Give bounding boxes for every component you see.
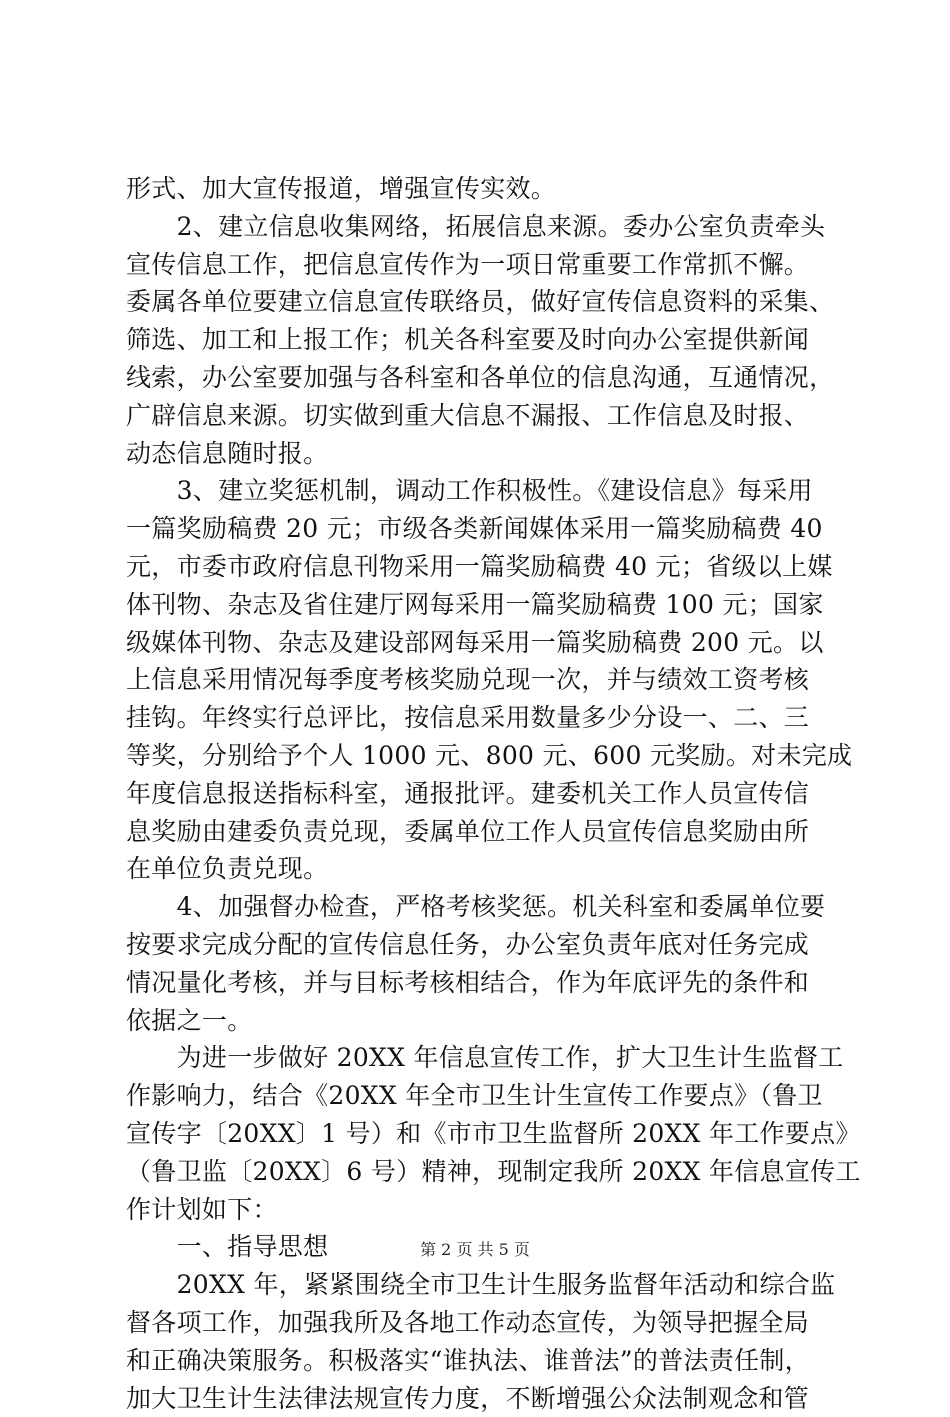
text-line: 一篇奖励稿费 20 元；市级各类新闻媒体采用一篇奖励稿费 40 [126, 510, 832, 548]
text-line: （鲁卫监〔20XX〕6 号）精神，现制定我所 20XX 年信息宣传工 [126, 1153, 832, 1191]
text-line: 2、建立信息收集网络，拓展信息来源。委办公室负责牵头 [126, 208, 832, 246]
text-line: 按要求完成分配的宣传信息任务，办公室负责年底对任务完成 [126, 926, 832, 964]
text-line: 广辟信息来源。切实做到重大信息不漏报、工作信息及时报、 [126, 397, 832, 435]
text-line: 作影响力，结合《20XX 年全市卫生计生宣传工作要点》（鲁卫 [126, 1077, 832, 1115]
text-line: 委属各单位要建立信息宣传联络员，做好宣传信息资料的采集、 [126, 283, 832, 321]
text-line: 20XX 年，紧紧围绕全市卫生计生服务监督年活动和综合监 [126, 1266, 832, 1304]
text-line: 筛选、加工和上报工作；机关各科室要及时向办公室提供新闻 [126, 321, 832, 359]
text-line: 年度信息报送指标科室，通报批评。建委机关工作人员宣传信 [126, 775, 832, 813]
text-line: 元，市委市政府信息刊物采用一篇奖励稿费 40 元；省级以上媒 [126, 548, 832, 586]
text-line: 一、指导思想 [126, 1228, 832, 1266]
text-line: 挂钩。年终实行总评比，按信息采用数量多少分设一、二、三 [126, 699, 832, 737]
text-line: 情况量化考核，并与目标考核相结合，作为年底评先的条件和 [126, 964, 832, 1002]
text-line: 为进一步做好 20XX 年信息宣传工作，扩大卫生计生监督工 [126, 1039, 832, 1077]
text-line: 宣传字〔20XX〕1 号）和《市市卫生监督所 20XX 年工作要点》 [126, 1115, 832, 1153]
text-line: 在单位负责兑现。 [126, 850, 832, 888]
text-line: 上信息采用情况每季度考核奖励兑现一次，并与绩效工资考核 [126, 661, 832, 699]
text-line: 和正确决策服务。积极落实“谁执法、谁普法”的普法责任制， [126, 1342, 832, 1380]
text-line: 宣传信息工作，把信息宣传作为一项日常重要工作常抓不懈。 [126, 246, 832, 284]
text-line: 督各项工作，加强我所及各地工作动态宣传，为领导把握全局 [126, 1304, 832, 1342]
text-line: 体刊物、杂志及省住建厅网每采用一篇奖励稿费 100 元；国家 [126, 586, 832, 624]
text-line: 3、建立奖惩机制，调动工作积极性。《建设信息》每采用 [126, 472, 832, 510]
text-line: 4、加强督办检查，严格考核奖惩。机关科室和委属单位要 [126, 888, 832, 926]
text-line: 息奖励由建委负责兑现，委属单位工作人员宣传信息奖励由所 [126, 813, 832, 851]
text-line: 动态信息随时报。 [126, 435, 832, 473]
page-footer: 第 2 页 共 5 页 [0, 1240, 950, 1260]
text-line: 依据之一。 [126, 1002, 832, 1040]
text-line: 加大卫生计生法律法规宣传力度，不断增强公众法制观念和管 [126, 1380, 832, 1417]
text-line: 等奖，分别给予个人 1000 元、800 元、600 元奖励。对未完成 [126, 737, 832, 775]
text-line: 线索，办公室要加强与各科室和各单位的信息沟通，互通情况， [126, 359, 832, 397]
text-line: 级媒体刊物、杂志及建设部网每采用一篇奖励稿费 200 元。以 [126, 624, 832, 662]
text-line: 作计划如下： [126, 1191, 832, 1229]
text-line: 形式、加大宣传报道，增强宣传实效。 [126, 170, 832, 208]
document-body [126, 170, 832, 1417]
